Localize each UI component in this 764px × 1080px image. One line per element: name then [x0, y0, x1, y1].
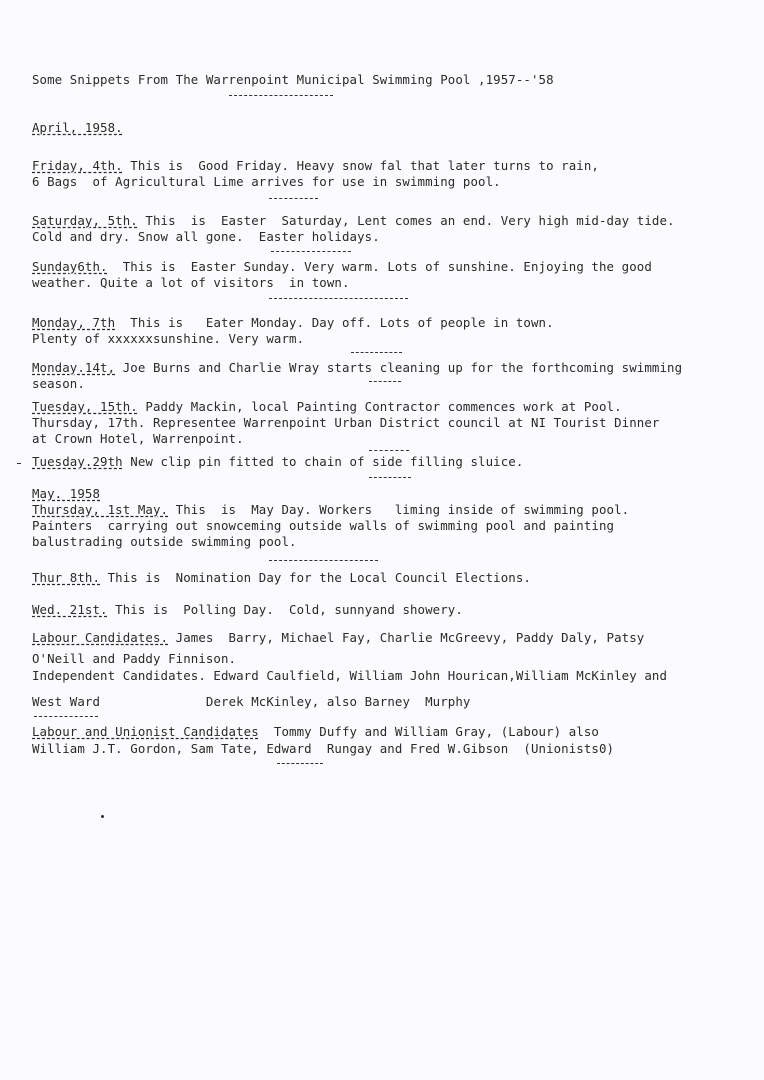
entry-tuesday-29th-date: Tuesday.29th: [32, 454, 123, 469]
entry-monday-7th-line-2: Plenty of xxxxxxsunshine. Very warm.: [32, 331, 305, 346]
entry-friday-4th-line-2: 6 Bags of Agricultural Lime arrives for use in swimming pool.: [32, 174, 501, 189]
entry-thursday-1st-line-3: balustrading outside swimming pool.: [32, 534, 297, 549]
entry-saturday-5th-line-2: Cold and dry. Snow all gone. Easter holidays.: [32, 229, 380, 244]
entry-thursday-1st-line-2: Painters carrying out snowceming outside walls of swimming pool and painting: [32, 518, 615, 533]
april-heading: April, 1958.: [32, 120, 123, 135]
entry-tuesday-15th-line-3: at Crown Hotel, Warrenpoint.: [32, 431, 244, 446]
entry-tuesday-15th-date: Tuesday, 15th.: [32, 399, 138, 414]
entry-sunday-6th-date: Sunday6th.: [32, 259, 108, 274]
labour-unionist-label: Labour and Unionist Candidates: [32, 724, 259, 739]
separator-rule: [269, 298, 408, 299]
labour-unionist-line-2: William J.T. Gordon, Sam Tate, Edward Rungay and Fred W.Gibson (Unionists0): [32, 741, 615, 756]
entry-tuesday-15th-line-2: Thursday, 17th. Representee Warrenpoint Urban District council at NI Tourist Dinner: [32, 415, 660, 430]
entry-thursday-1st-date: Thursday, 1st May.: [32, 502, 169, 517]
west-ward-label: West Ward: [32, 694, 101, 709]
separator-rule: [351, 352, 402, 353]
separator-rule: [369, 450, 409, 451]
stray-dot: [101, 815, 104, 818]
entry-friday-4th-date: Friday, 4th.: [32, 158, 123, 173]
margin-mark: [17, 463, 21, 464]
title-rule: [229, 95, 333, 96]
labour-unionist-line-1: Labour and Unionist Candidates Tommy Duffy and William Gray, (Labour) also: [32, 724, 599, 739]
entry-thur-8th-date: Thur 8th.: [32, 570, 101, 585]
separator-rule: [269, 198, 318, 199]
separator-rule: [369, 381, 401, 382]
separator-rule: [277, 763, 323, 764]
entry-saturday-5th-date: Saturday, 5th.: [32, 213, 138, 228]
entry-monday-14th-line-2: season.: [32, 376, 85, 391]
entry-tuesday-15th-line-1: Tuesday, 15th. Paddy Mackin, local Painting Contractor commences work at Pool.: [32, 399, 622, 414]
labour-candidates-line-2: O'Neill and Paddy Finnison.: [32, 651, 237, 666]
west-ward-line: West Ward Derek McKinley, also Barney Murphy: [32, 694, 471, 709]
independent-candidates: Independent Candidates. Edward Caulfield, William John Hourican,William McKinley and: [32, 668, 668, 683]
entry-thur-8th: Thur 8th. This is Nomination Day for the Local Council Elections.: [32, 570, 531, 585]
entry-sunday-6th-line-2: weather. Quite a lot of visitors in town.: [32, 275, 350, 290]
may-heading: May. 1958: [32, 486, 101, 501]
entry-tuesday-29th: Tuesday.29th New clip pin fitted to chain of side filling sluice.: [32, 454, 524, 469]
entry-sunday-6th-line-1: Sunday6th. This is Easter Sunday. Very warm. Lots of sunshine. Enjoying the good: [32, 259, 652, 274]
separator-rule: [369, 477, 411, 478]
separator-rule: [34, 716, 98, 717]
separator-rule: [271, 251, 351, 252]
page-title: Some Snippets From The Warrenpoint Municipal Swimming Pool ,1957--'58: [32, 72, 554, 87]
entry-monday-14th-date: Monday.14t,: [32, 360, 116, 375]
labour-candidates-line-1: Labour Candidates. James Barry, Michael Fay, Charlie McGreevy, Paddy Daly, Patsy: [32, 630, 645, 645]
entry-saturday-5th-line-1: Saturday, 5th. This is Easter Saturday, Lent comes an end. Very high mid-day tide.: [32, 213, 675, 228]
entry-wed-21st: Wed. 21st. This is Polling Day. Cold, sunnyand showery.: [32, 602, 463, 617]
entry-wed-21st-date: Wed. 21st.: [32, 602, 108, 617]
entry-monday-14th-line-1: Monday.14t, Joe Burns and Charlie Wray starts cleaning up for the forthcoming swimming: [32, 360, 683, 375]
entry-thursday-1st-line-1: Thursday, 1st May. This is May Day. Workers liming inside of swimming pool.: [32, 502, 630, 517]
entry-friday-4th-line-1: Friday, 4th. This is Good Friday. Heavy snow fal that later turns to rain,: [32, 158, 599, 173]
entry-monday-7th-line-1: Monday, 7th This is Eater Monday. Day off. Lots of people in town.: [32, 315, 554, 330]
entry-monday-7th-date: Monday, 7th: [32, 315, 116, 330]
separator-rule: [269, 560, 378, 561]
labour-candidates-label: Labour Candidates.: [32, 630, 169, 645]
